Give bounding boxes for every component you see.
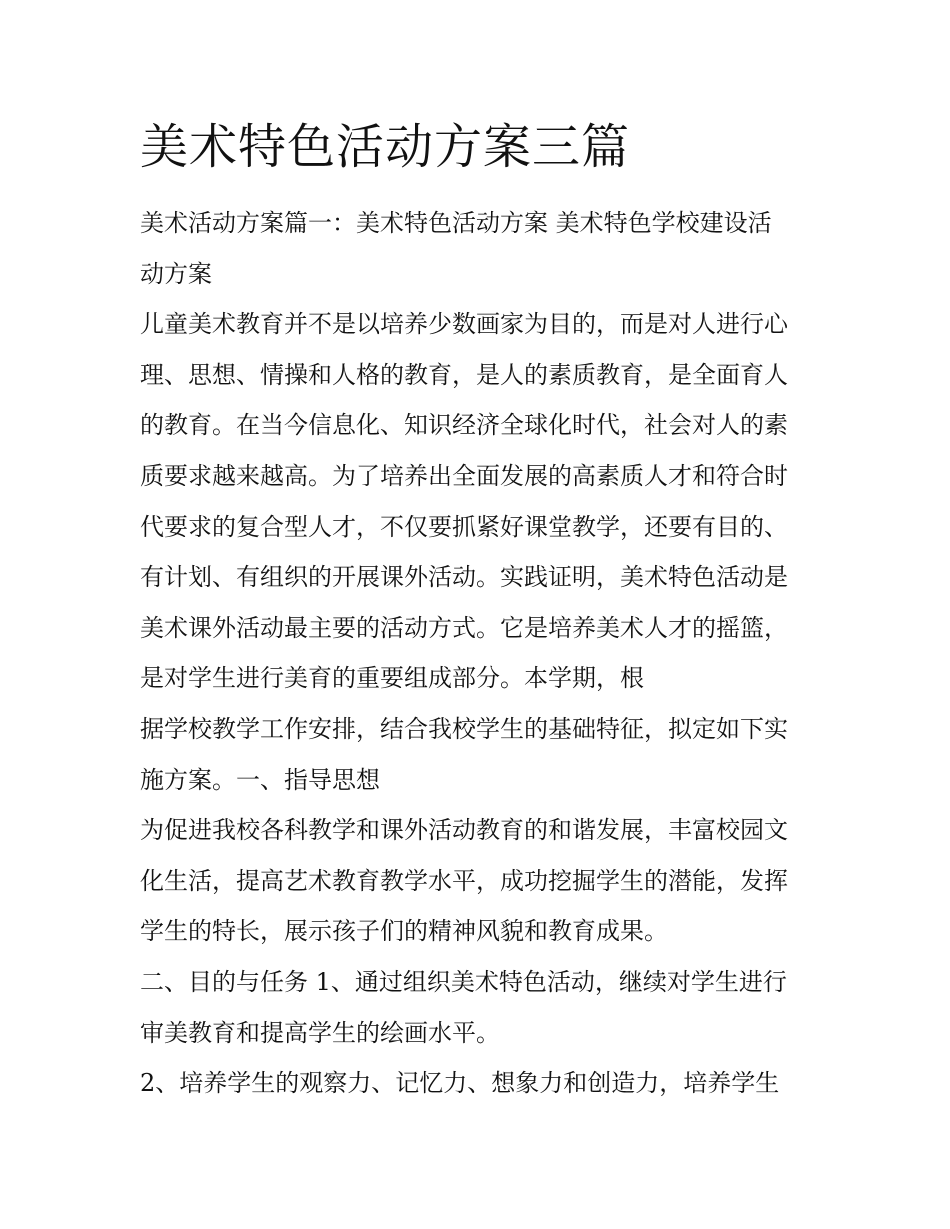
text-line: 的教育。在当今信息化、知识经济全球化时代，社会对人的素 — [140, 411, 788, 440]
text-line: 美术课外活动最主要的活动方式。它是培养美术人才的摇篮， — [140, 613, 788, 642]
text-line: 审美教育和提高学生的绘画水平。 — [140, 1018, 500, 1047]
text-line: 学生的特长，展示孩子们的精神风貌和教育成果。 — [140, 917, 668, 946]
text-line: 为促进我校各科教学和课外活动教育的和谐发展，丰富校园文 — [140, 816, 788, 845]
text-line: 儿童美术教育并不是以培养少数画家为目的，而是对人进行心 — [140, 310, 788, 339]
document-body — [140, 198, 820, 1109]
text-line: 理、思想、情操和人格的教育，是人的素质教育，是全面育人 — [140, 360, 788, 389]
text-line: 质要求越来越高。为了培养出全面发展的高素质人才和符合时 — [140, 461, 788, 490]
text-line: 代要求的复合型人才，不仅要抓紧好课堂教学，还要有目的、 — [140, 512, 788, 541]
document-title: 美术特色活动方案三篇 — [140, 119, 631, 175]
text-line: 化生活，提高艺术教育教学水平，成功挖掘学生的潜能，发挥 — [140, 866, 788, 895]
text-line: 据学校教学工作安排，结合我校学生的基础特征，拟定如下实 — [140, 714, 788, 743]
text-line: 二、目的与任务 1、通过组织美术特色活动，继续对学生进行 — [140, 967, 787, 996]
text-line: 施方案。一、指导思想 — [140, 765, 380, 794]
text-line: 美术活动方案篇一：美术特色活动方案 美术特色学校建设活 — [140, 209, 772, 237]
text-line: 动方案 — [140, 259, 212, 288]
text-line: 有计划、有组织的开展课外活动。实践证明，美术特色活动是 — [140, 563, 788, 592]
text-line: 2、培养学生的观察力、记忆力、想象力和创造力，培养学生 — [140, 1069, 780, 1098]
text-line: 是对学生进行美育的重要组成部分。本学期，根 — [140, 664, 644, 693]
